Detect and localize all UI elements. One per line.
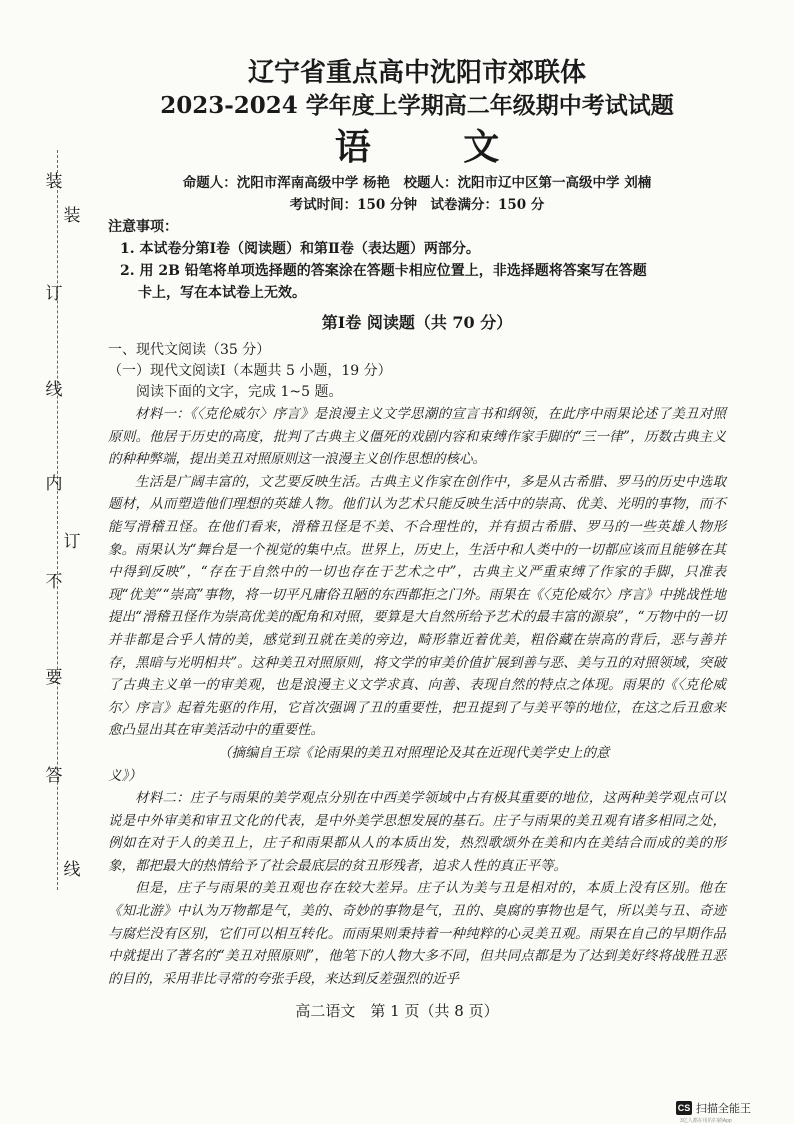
margin-char: 装 [63,206,81,226]
margin-char: 订 [63,532,81,552]
exam-page [108,56,726,990]
reading-instruction: 阅读下面的文字，完成 1~5 题。 [136,384,343,400]
notice-item-2-cont: 卡上，写在本试卷上无效。 [138,285,306,301]
margin-char: 线 [63,860,81,880]
material2-paragraph2: 但是，庄子与雨果的美丑观也存在较大差异。庄子认为美与丑是相对的，本质上没有区别。他在《知北游》中认为万物都是气，美的、奇妙的事物是气，丑的、臭腐的事物也是气，所以美与丑、奇迹与腐烂没有区别，它们可以相互转化。而雨果则秉持着一种纯粹的心灵美丑观。雨果在自己的早期作品中就提出了著名的“美丑对照原则”，他笔下的人物大多不同，但共同点都是为了达到美好终将战胜丑恶的目的，采用非比寻常的夸张手段，来达到反差强烈的近乎 [108,880,726,987]
margin-char: 装 [45,172,63,192]
material1-source: （摘编自王琮《论雨果的美丑对照理论及其在近现代美学史上的意 [218,744,610,761]
part1-heading: 第Ⅰ卷 阅读题（共 70 分） [321,313,513,332]
scanner-tagline: 3亿人都在用的扫描App [680,1118,732,1124]
exam-title-line1: 辽宁省重点高中沈阳市郊联体 [247,58,586,88]
material1-source-cont: 义》） [108,767,142,784]
notice-item-1: 1. 本试卷分第Ⅰ卷（阅读题）和第Ⅱ卷（表达题）两部分。 [120,241,480,257]
exam-title-line2: 2023-2024 学年度上学期高二年级期中考试试题 [160,92,674,119]
material1-paragraph2: 生活是广阔丰富的，文艺要反映生活。古典主义作家在创作中，多是从古希腊、罗马的历史中选取题材，从而塑造他们理想的英雄人物。他们认为艺术只能反映生活中的崇高、优美、光明的事物，而不能写滑稽丑怪。在他们看来，滑稽丑怪是不美、不合理性的，并有损古希腊、罗马的一些英雄人物形象。雨果认为“舞台是一个视觉的集中点。世界上，历史上，生活中和人类中的一切都应该而且能够在其中得到反映”，“存在于自然中的一切也存在于艺术之中”，古典主义严重束缚了作家的手脚，只准表现“优美”“崇高”事物，将一切平凡庸俗丑陋的东西都拒之门外。雨果在《〈克伦威尔〉序言》中挑战性地提出“滑稽丑怪作为崇高优美的配角和对照，要算是大自然所给予艺术的最丰富的源泉”，“万物中的一切并非都是合乎人情的美，感觉到丑就在美的旁边，畸形靠近着优美，粗俗藏在崇高的背后，恶与善并存，黑暗与光明相共”。这种美丑对照原则，将文学的审美价值扩展到善与恶、美与丑的对照领域，突破了古典主义单一的审美观，也是浪漫主义文学求真、向善、表现自然的特点之体现。雨果的《〈克伦威尔〉序言》起着先驱的作用，它首次强调了丑的重要性，把丑提到了与美平等的地位，在这之后丑愈来愈凸显出其在审美活动中的重要性。 [108,473,726,739]
notice-heading: 注意事项： [108,219,178,235]
margin-char: 不 [45,572,63,592]
subject-title: 语 文 [334,126,540,168]
section-heading: 一、现代文阅读（35 分） [108,342,271,358]
margin-char: 线 [45,380,63,400]
margin-char: 答 [45,766,63,786]
margin-char: 要 [45,668,63,688]
page-footer: 高二语文 第 1 页（共 8 页） [295,1002,499,1020]
margin-char: 内 [45,474,63,494]
notice-item-2: 2. 用 2B 铅笔将单项选择题的答案涂在答题卡相应位置上，非选择题将答案写在答题 [120,263,647,279]
exam-info-line: 考试时间：150 分钟 试卷满分：150 分 [289,197,545,213]
authors-line: 命题人：沈阳市浑南高级中学 杨艳 校题人：沈阳市辽中区第一高级中学 刘楠 [182,175,652,191]
material1-paragraph1: 材料一：《〈克伦威尔〉序言》是浪漫主义文学思潮的宣言书和纲领，在此序中雨果论述了美丑对照原则。他居于历史的高度，批判了古典主义僵死的戏剧内容和束缚作家手脚的“三一律”，历数古典主义的种种弊端，提出美丑对照原则这一浪漫主义创作思想的核心。 [108,406,726,468]
camscanner-logo-icon: CS [677,1103,691,1113]
material2-paragraph1: 材料二：庄子与雨果的美学观点分别在中西美学领域中占有极其重要的地位，这两种美学观点可以说是中外审美和审丑文化的代表，是中外美学思想发展的基石。庄子与雨果的美丑观有诸多相同之处，例如在对于人的美丑上，庄子和雨果都从人的本质出发，热烈歌颂外在美和内在美结合而成的美的形象，都把最大的热情给予了社会最底层的贫丑形残者，追求人性的真正平等。 [108,790,726,874]
subsection-heading: （一）现代文阅读Ⅰ（本题共 5 小题，19 分） [108,363,392,379]
scanner-name: 扫描全能王 [696,1103,751,1115]
scanner-watermark [676,1100,751,1116]
margin-char: 订 [45,284,63,304]
